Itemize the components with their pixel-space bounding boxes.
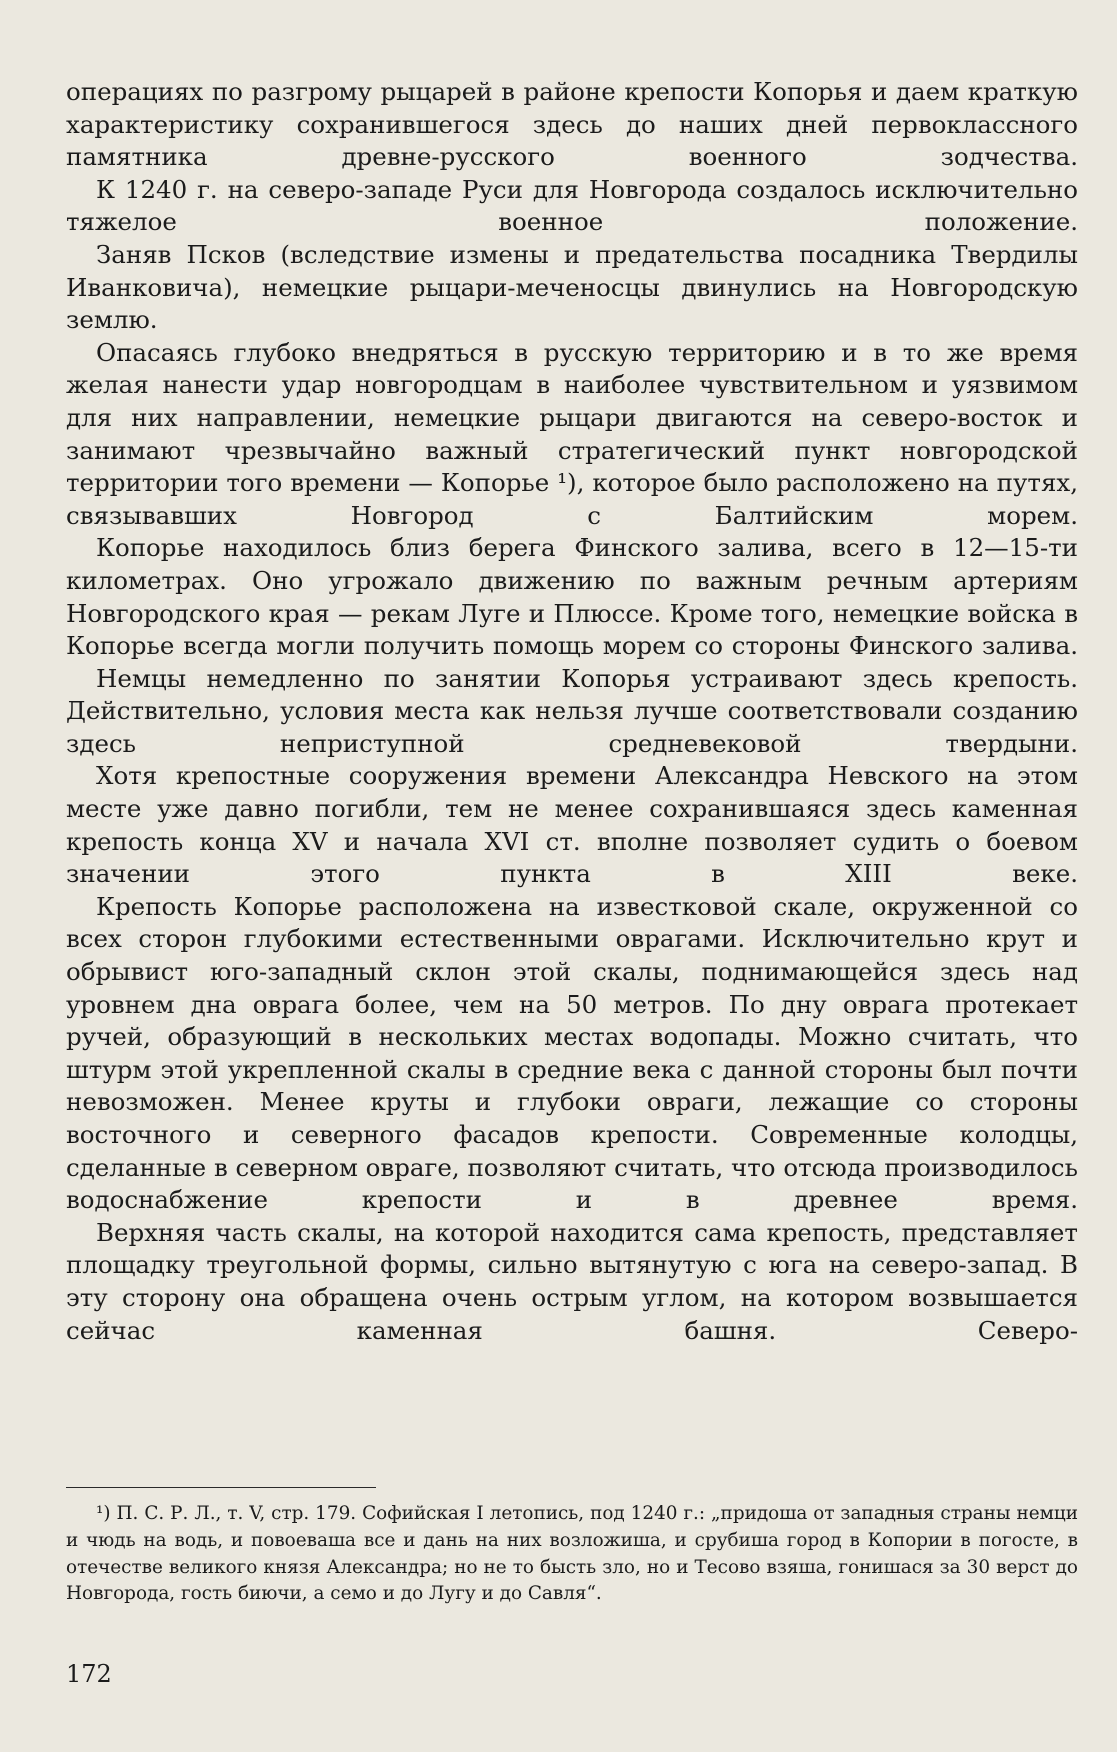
paragraph: К 1240 г. на северо-западе Руси для Новгорода создалось исключительно тяжелое военное положение. [66, 174, 1078, 237]
paragraph-continues: Верхняя часть скалы, на которой находится сама крепость, представляет площадку треугольной формы, сильно вытянутую с юга на северо-запад. В эту сторону она обращена очень острым углом, на котором возвышается сейчас каменная башня. Северо- [66, 1217, 1078, 1345]
paragraph: Заняв Псков (вследствие измены и предательства посадника Твердилы Иванковича), немецкие рыцари-меченосцы двинулись на Новгородскую землю. [66, 239, 1078, 335]
footnote: ¹) П. С. Р. Л., т. V, стр. 179. Софийская I летопись, под 1240 г.: „придоша от западныя страны немци и чюдь на водь, и повоеваша все и дань на них возложиша, и срубиша город в Копории в погосте, в отечестве великого князя Александра; но не то бысть зло, но и Тесово взяша, гонишася за 30 верст до Новгорода, гость биючи, а семо и до Лугу и до Савля“. [66, 1503, 1078, 1605]
paragraph: Хотя крепостные сооружения времени Александра Невского на этом месте уже давно погибли, тем не менее сохранившаяся здесь каменная крепость конца XV и начала XVI ст. вполне позволяет судить о боевом значении этого пункта в XIII веке. [66, 761, 1078, 889]
paragraph-continuation: операциях по разгрому рыцарей в районе крепости Копорья и даем краткую характеристику сохранившегося здесь до наших дней первоклассного памятника древне-русского военного зодчества. [66, 77, 1078, 172]
footnote-separator [66, 1487, 376, 1488]
paragraph: Опасаясь глубоко внедряться в русскую территорию и в то же время желая нанести удар новгородцам в наиболее чувствительном и уязвимом для них направлении, немецкие рыцари двигаются на северо-восток и занимают чрезвычайно важный стратегический пункт новгородской территории того времени — Копорье ¹), которое было расположено на путях, связывавших Новгород с Балтийским морем. [66, 337, 1078, 530]
main-text [66, 76, 1078, 1347]
paragraph: Крепость Копорье расположена на известковой скале, окруженной со всех сторон глубокими естественными оврагами. Исключительно крут и обрывист юго-западный склон этой скалы, поднимающейся здесь над уровнем дна оврага более, чем на 50 метров. По дну оврага протекает ручей, образующий в нескольких местах водопады. Можно считать, что штурм этой укрепленной скалы в средние века с данной стороны был почти невозможен. Менее круты и глубоки овраги, лежащие со стороны восточного и северного фасадов крепости. Современные колодцы, сделанные в северном овраге, позволяют считать, что отсюда производилось водоснабжение крепости и в древнее время. [66, 891, 1078, 1215]
paragraph: Копорье находилось близ берега Финского залива, всего в 12—15-ти километрах. Оно угрожало движению по важным речным артериям Новгородского края — рекам Луге и Плюссе. Кроме того, немецкие войска в Копорье всегда могли получить помощь морем со стороны Финского залива. [66, 533, 1078, 661]
page-number: 172 [66, 1660, 112, 1688]
paragraph: Немцы немедленно по занятии Копорья устраивают здесь крепость. Действительно, условия места как нельзя лучше соответствовали созданию здесь неприступной средневековой твердыни. [66, 663, 1078, 758]
